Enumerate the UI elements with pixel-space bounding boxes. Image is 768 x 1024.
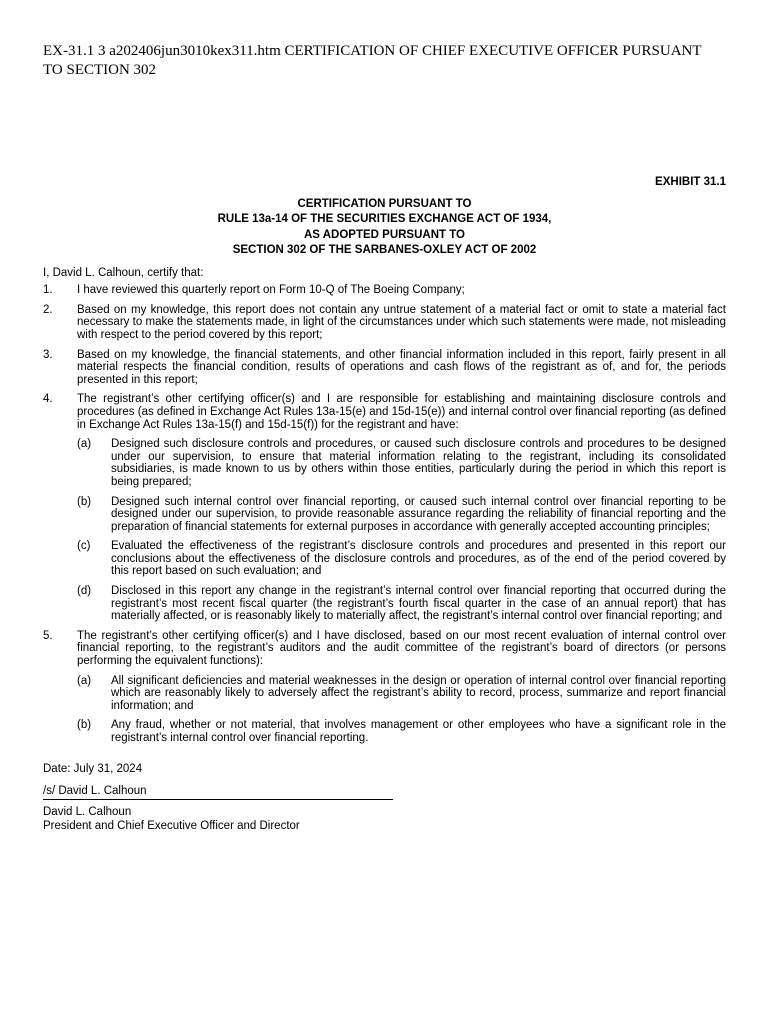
sub-item-text: Designed such internal control over financial reporting, or caused such internal control over financial reporting to be designed under our supervision, to provide reasonable assurance regarding the reliability of financial reporting and the preparation of financial statements for external purposes in accordance with generally accepted accounting principles; (111, 495, 726, 533)
item-text: The registrant’s other certifying officer(s) and I are responsible for establishing and maintaining disclosure controls and procedures (as defined in Exchange Act Rules 13a-15(e) and 15d-15(e)) and internal control over financial reporting (as defined in Exchange Act Rules 13a-15(f) and 15d-15(f)) for the registrant and have: (77, 393, 726, 431)
certification-item-4 (43, 393, 726, 623)
title-line: AS ADOPTED PURSUANT TO (303, 228, 465, 241)
item-text: Based on my knowledge, this report does not contain any untrue statement of a material fact or omit to state a material fact necessary to make the statements made, in light of the circumstances under which such statements were made, not misleading with respect to the period covered by this report; (77, 303, 726, 341)
title-line: CERTIFICATION PURSUANT TO (297, 197, 472, 210)
intro-statement: I, David L. Calhoun, certify that: (43, 266, 204, 279)
certification-title (43, 197, 726, 259)
sub-item-letter: (c) (77, 540, 91, 553)
sub-item (77, 675, 726, 713)
title-line: SECTION 302 OF THE SARBANES-OXLEY ACT OF 2002 (232, 244, 537, 257)
sub-item (77, 438, 726, 488)
certification-item-2 (43, 304, 726, 342)
item-number: 1. (43, 284, 53, 297)
sub-item (77, 719, 726, 744)
item-text: The registrant’s other certifying officer(s) and I have disclosed, based on our most recent evaluation of internal control over financial reporting, to the registrant’s auditors and the audit committee of the registrant’s board of directors (or persons performing the equivalent functions): (77, 629, 726, 668)
item-number: 3. (43, 348, 53, 361)
sub-item-letter: (b) (77, 495, 92, 508)
sub-item-text: Disclosed in this report any change in the registrant’s internal control over financial reporting that occurred during the registrant’s most recent fiscal quarter (the registrant’s fourth fiscal quarter in the case of an annual report) that has materially affected, or is reasonably likely to materially affect, the registrant’s internal control over financial reporting; and (111, 585, 726, 623)
signature-line: /s/ David L. Calhoun (43, 785, 393, 800)
sub-item-text: All significant deficiencies and material weaknesses in the design or operation of internal control over financial reporting which are reasonably likely to adversely affect the registrant’s ability to record, process, summarize and report financial information; and (111, 674, 726, 712)
item-text: I have reviewed this quarterly report on Form 10-Q of The Boeing Company; (77, 284, 465, 297)
sub-item-letter: (a) (77, 674, 92, 687)
sub-item-text: Designed such disclosure controls and procedures, or caused such disclosure controls and procedures to be designed under our supervision, to ensure that material information relating to the registrant, including its consolidated subsidiaries, is made known to us by others within those entities, particularly during the period in which this report is being prepared; (111, 438, 726, 488)
title-line: RULE 13a-14 OF THE SECURITIES EXCHANGE ACT OF 1934, (217, 213, 552, 226)
item-number: 4. (43, 393, 53, 406)
item-text: Based on my knowledge, the financial statements, and other financial information included in this report, fairly present in all material respects the financial condition, results of operations and cash flows of the registrant as of, and for, the periods presented in this report; (77, 348, 726, 386)
sub-item-letter: (d) (77, 585, 92, 598)
sub-item-letter: (a) (77, 438, 92, 451)
certification-item-1 (43, 284, 726, 297)
item-number: 5. (43, 629, 53, 642)
document-header: EX-31.1 3 a202406jun3010kex311.htm CERTIFICATION OF CHIEF EXECUTIVE OFFICER PURSUANT TO SECTION 302 (43, 43, 702, 78)
item-number: 2. (43, 303, 53, 316)
sub-item (77, 585, 726, 623)
certification-date: Date: July 31, 2024 (43, 762, 143, 775)
sub-item-text: Evaluated the effectiveness of the registrant’s disclosure controls and procedures and presented in this report our conclusions about the effectiveness of the disclosure controls and procedures, as of the end of the period covered by this report based on such evaluation; and (111, 540, 726, 578)
exhibit-label: EXHIBIT 31.1 (655, 176, 726, 188)
sub-item (77, 540, 726, 578)
signer-title: President and Chief Executive Officer and Director (43, 820, 300, 833)
certification-item-5 (43, 630, 726, 745)
certification-item-3 (43, 349, 726, 387)
sub-item-letter: (b) (77, 719, 92, 732)
sub-item-text: Any fraud, whether or not material, that involves management or other employees who have a significant role in the registrant’s internal control over financial reporting. (111, 719, 726, 744)
signer-name: David L. Calhoun (43, 805, 132, 818)
certification-document (43, 176, 726, 833)
sub-item (77, 496, 726, 534)
